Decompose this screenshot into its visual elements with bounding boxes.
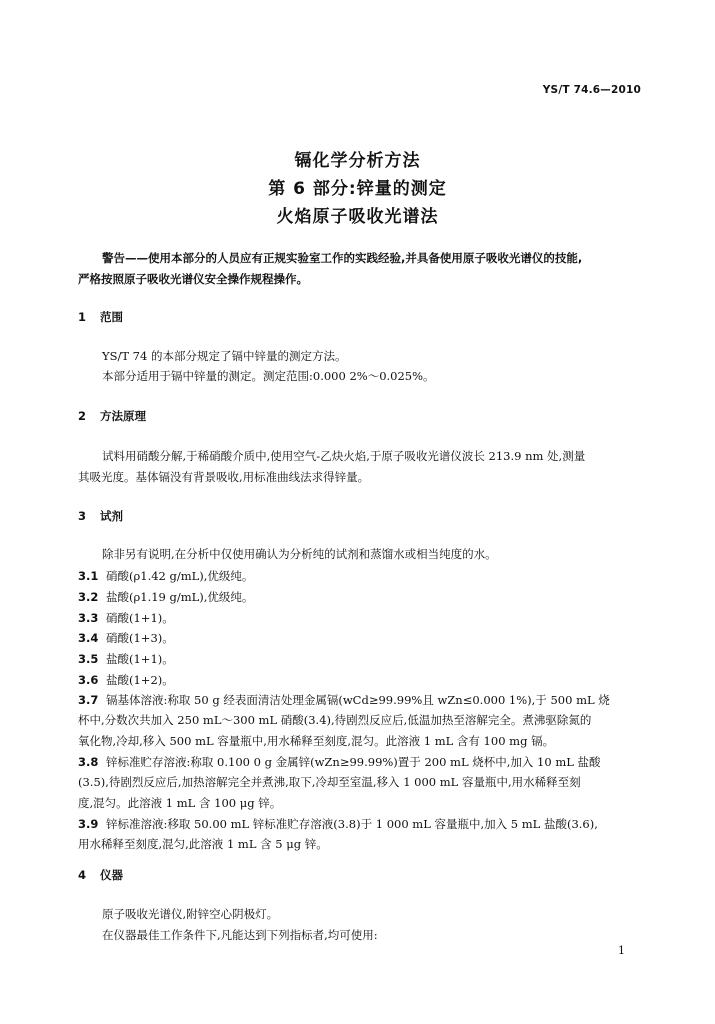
item-text: 盐酸(ρ1.19 g/mL),优级纯。: [106, 590, 254, 604]
item-text: 锌标准溶液:移取 50.00 mL 锌标准贮存溶液(3.8)于 1 000 mL 容量瓶中,加入 5 mL 盐酸(3.6),: [106, 817, 598, 831]
section-number: 3: [78, 509, 87, 523]
item-text: 硝酸(1+3)。: [106, 631, 174, 645]
section-number: 4: [78, 868, 87, 882]
reagent-item-3-7-line3: 氧化物,冷却,移入 500 mL 容量瓶中,用水稀释至刻度,混匀。此溶液 1 mL 含有 100 mg 镉。: [78, 734, 555, 748]
item-text: 盐酸(1+1)。: [106, 652, 174, 666]
item-text: 镉基体溶液:称取 50 g 经表面清洁处理金属镉(wCd≥99.99%且 wZn≤0.000 1%),于 500 mL 烧: [106, 693, 610, 707]
section-heading-apparatus: [78, 868, 123, 882]
section-title: 仪器: [100, 868, 123, 882]
item-number: 3.5: [78, 652, 99, 666]
scope-paragraph-1: YS/T 74 的本部分规定了镉中锌量的测定方法。: [102, 349, 347, 363]
item-number: 3.7: [78, 693, 99, 707]
reagent-item: [78, 611, 174, 625]
document-title-line1: 镉化学分析方法: [294, 151, 421, 171]
section-heading-scope: [78, 310, 123, 324]
item-number: 3.1: [78, 569, 99, 583]
section-heading-reagents: [78, 509, 123, 523]
standard-code: YS/T 74.6—2010: [542, 84, 641, 96]
reagent-item-3-9-line2: 用水稀释至刻度,混匀,此溶液 1 mL 含 5 μg 锌。: [78, 837, 328, 851]
reagent-item: [78, 590, 253, 604]
reagent-item: [78, 673, 174, 687]
item-text: 锌标准贮存溶液:称取 0.100 0 g 金属锌(wZn≥99.99%)置于 200 mL 烧杯中,加入 10 mL 盐酸: [106, 755, 601, 769]
section-title: 试剂: [100, 509, 123, 523]
item-text: 硝酸(1+1)。: [106, 611, 174, 625]
reagent-item-3-8-line3: 度,混匀。此溶液 1 mL 含 100 μg 锌。: [78, 796, 282, 810]
reagents-intro: 除非另有说明,在分析中仅使用确认为分析纯的试剂和蒸馏水或相当纯度的水。: [102, 547, 497, 561]
item-number: 3.6: [78, 673, 99, 687]
reagent-item-3-7-line2: 杯中,分数次共加入 250 mL～300 mL 硝酸(3.4),待剧烈反应后,低温加热至溶解完全。煮沸驱除氮的: [78, 713, 592, 727]
warning-line2: 严格按照原子吸收光谱仪安全操作规程操作。: [78, 272, 308, 286]
section-title: 范围: [100, 310, 123, 324]
page-number: 1: [618, 944, 625, 957]
item-number: 3.2: [78, 590, 99, 604]
section-title: 方法原理: [100, 409, 146, 423]
reagent-item-3-9: [78, 817, 598, 831]
reagent-item: [78, 569, 253, 583]
item-text: 盐酸(1+2)。: [106, 673, 174, 687]
section-heading-principle: [78, 409, 146, 423]
scope-paragraph-2: 本部分适用于镉中锌量的测定。测定范围:0.000 2%～0.025%。: [102, 369, 435, 383]
warning-line1: 警告——使用本部分的人员应有正规实验室工作的实践经验,并具备使用原子吸收光谱仪的技能,: [102, 251, 583, 265]
apparatus-paragraph-2: 在仪器最佳工作条件下,凡能达到下列指标者,均可使用:: [102, 928, 378, 942]
principle-line2: 其吸光度。基体镉没有背景吸收,用标准曲线法求得锌量。: [78, 470, 370, 484]
reagent-item-3-8-line2: (3.5),待剧烈反应后,加热溶解完全并煮沸,取下,冷却至室温,移入 1 000 mL 容量瓶中,用水稀释至刻: [78, 775, 581, 789]
section-number: 1: [78, 310, 87, 324]
document-title-line3: 火焰原子吸收光谱法: [276, 207, 439, 227]
item-text: 硝酸(ρ1.42 g/mL),优级纯。: [106, 569, 254, 583]
reagent-item-3-8: [78, 755, 601, 769]
section-number: 2: [78, 409, 87, 423]
principle-line1: 试料用硝酸分解,于稀硝酸介质中,使用空气-乙炔火焰,于原子吸收光谱仪波长 213.9 nm 处,测量: [102, 449, 586, 463]
reagent-item: [78, 631, 174, 645]
reagent-item-3-7: [78, 693, 610, 707]
item-number: 3.4: [78, 631, 99, 645]
reagent-item: [78, 652, 174, 666]
document-title-line2: 第 6 部分:锌量的测定: [268, 179, 447, 199]
item-number: 3.8: [78, 755, 99, 769]
item-number: 3.9: [78, 817, 99, 831]
item-number: 3.3: [78, 611, 99, 625]
apparatus-paragraph-1: 原子吸收光谱仪,附锌空心阴极灯。: [102, 907, 279, 921]
